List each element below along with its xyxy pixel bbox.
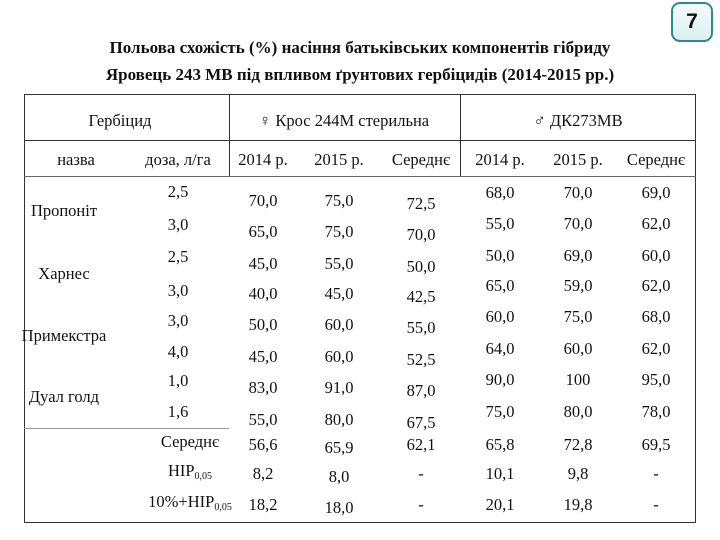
dose-cell: 3,0: [167, 281, 189, 300]
table-cell: 75,0: [324, 191, 354, 210]
header-col-female-y2014: 2014 р.: [238, 150, 288, 169]
table-cell: 75,0: [324, 222, 354, 241]
table-cell: 67,5: [406, 413, 436, 432]
herbicide-name: Харнес: [38, 264, 90, 283]
summary-cell: 8,2: [252, 464, 274, 483]
table-cell: 60,0: [485, 307, 515, 326]
table-cell: 40,0: [248, 284, 278, 303]
table-cell: 70,0: [563, 214, 593, 233]
table-cell: 65,0: [248, 222, 278, 241]
table-cell: 60,0: [324, 315, 354, 334]
summary-cell: 65,8: [485, 435, 515, 454]
page-title: [0, 34, 720, 88]
header-divider: [24, 140, 696, 141]
summary-label-text: Середнє: [160, 432, 220, 451]
summary-label: [161, 434, 219, 451]
summary-cell: 56,6: [248, 435, 278, 454]
summary-label-subscript: 0,05: [194, 471, 213, 482]
dose-cell: 3,0: [167, 311, 189, 330]
summary-cell: -: [653, 464, 659, 483]
table-cell: 78,0: [641, 402, 671, 421]
summary-cell: 65,9: [324, 438, 354, 457]
header-herbicide: Гербіцид: [88, 111, 152, 130]
summary-cell: -: [418, 464, 424, 483]
summary-cell: 10,1: [485, 464, 515, 483]
table-cell: 69,0: [641, 183, 671, 202]
table-cell: 60,0: [563, 339, 593, 358]
dose-cell: 4,0: [167, 342, 189, 361]
col-divider-herbicide: [229, 94, 230, 176]
herbicide-name: Пропоніт: [30, 201, 98, 220]
dose-cell: 1,6: [167, 402, 189, 421]
table-cell: 55,0: [324, 254, 354, 273]
header-female-line: ♀ Крос 244М стерильна: [258, 111, 430, 130]
title-line-1: Польова схожість (%) насіння батьківських компонентів гібриду: [109, 38, 611, 57]
table-cell: 45,0: [324, 284, 354, 303]
summary-cell: 19,8: [563, 495, 593, 514]
table-cell: 70,0: [248, 191, 278, 210]
table-cell: 69,0: [563, 246, 593, 265]
col-divider-female-male: [460, 94, 461, 176]
table-cell: 64,0: [485, 339, 515, 358]
table-cell: 100: [565, 370, 591, 389]
table-cell: 83,0: [248, 378, 278, 397]
summary-cell: 62,1: [406, 435, 436, 454]
header-col-female-avg: Середнє: [391, 150, 451, 169]
summary-cell: 9,8: [567, 464, 589, 483]
herbicide-name: Примекстра: [21, 326, 107, 345]
table-cell: 60,0: [324, 347, 354, 366]
table-cell: 62,0: [641, 276, 671, 295]
summary-label-subscript: 0,05: [214, 502, 232, 513]
table-cell: 68,0: [641, 307, 671, 326]
table-cell: 55,0: [406, 318, 436, 337]
summary-cell: -: [653, 495, 659, 514]
table-cell: 50,0: [248, 315, 278, 334]
table-cell: 42,5: [406, 287, 436, 306]
table-cell: 60,0: [641, 246, 671, 265]
summary-cell: 72,8: [563, 435, 593, 454]
table-cell: 50,0: [406, 257, 436, 276]
herbicide-summary-divider: [24, 428, 229, 429]
table-cell: 87,0: [406, 381, 436, 400]
header-name: назва: [57, 150, 95, 169]
title-line-2: Яровець 243 МВ під впливом ґрунтових гербіцидів (2014-2015 рр.): [105, 65, 615, 84]
table-cell: 80,0: [324, 410, 354, 429]
page-number-badge: 7: [671, 2, 713, 42]
summary-label: [148, 494, 232, 513]
summary-label-text: 10%+НІР: [148, 492, 215, 511]
table-cell: 72,5: [406, 194, 436, 213]
table-cell: 62,0: [641, 339, 671, 358]
table-cell: 70,0: [406, 225, 436, 244]
table-cell: 50,0: [485, 246, 515, 265]
header-dose: доза, л/га: [145, 150, 211, 169]
table-cell: 70,0: [563, 183, 593, 202]
summary-cell: -: [418, 495, 424, 514]
table-cell: 80,0: [563, 402, 593, 421]
table-cell: 65,0: [485, 276, 515, 295]
table-cell: 45,0: [248, 254, 278, 273]
summary-cell: 18,2: [248, 495, 278, 514]
dose-cell: 2,5: [167, 182, 189, 201]
summary-cell: 69,5: [641, 435, 671, 454]
herbicide-name: Дуал голд: [28, 387, 100, 406]
summary-cell: 18,0: [324, 498, 354, 517]
table-cell: 55,0: [248, 410, 278, 429]
table-cell: 62,0: [641, 214, 671, 233]
table-cell: 91,0: [324, 378, 354, 397]
dose-cell: 2,5: [167, 247, 189, 266]
table-cell: 68,0: [485, 183, 515, 202]
header-col-female-y2015: 2015 р.: [314, 150, 364, 169]
header-bottom-line: [24, 176, 696, 177]
summary-cell: 20,1: [485, 495, 515, 514]
summary-label-text: НІР: [167, 461, 195, 480]
table-cell: 59,0: [563, 276, 593, 295]
header-col-male-y2015: 2015 р.: [553, 150, 603, 169]
dose-cell: 1,0: [167, 371, 189, 390]
table-cell: 52,5: [406, 350, 436, 369]
header-col-male-y2014: 2014 р.: [475, 150, 525, 169]
header-male-line: ♂ ДК273МВ: [533, 111, 623, 130]
table-cell: 75,0: [563, 307, 593, 326]
header-col-male-avg: Середнє: [626, 150, 686, 169]
summary-cell: 8,0: [328, 467, 350, 486]
table-cell: 95,0: [641, 370, 671, 389]
table-cell: 45,0: [248, 347, 278, 366]
dose-cell: 3,0: [167, 215, 189, 234]
table-cell: 55,0: [485, 214, 515, 233]
table-cell: 90,0: [485, 370, 515, 389]
table-cell: 75,0: [485, 402, 515, 421]
summary-label: [168, 463, 212, 482]
